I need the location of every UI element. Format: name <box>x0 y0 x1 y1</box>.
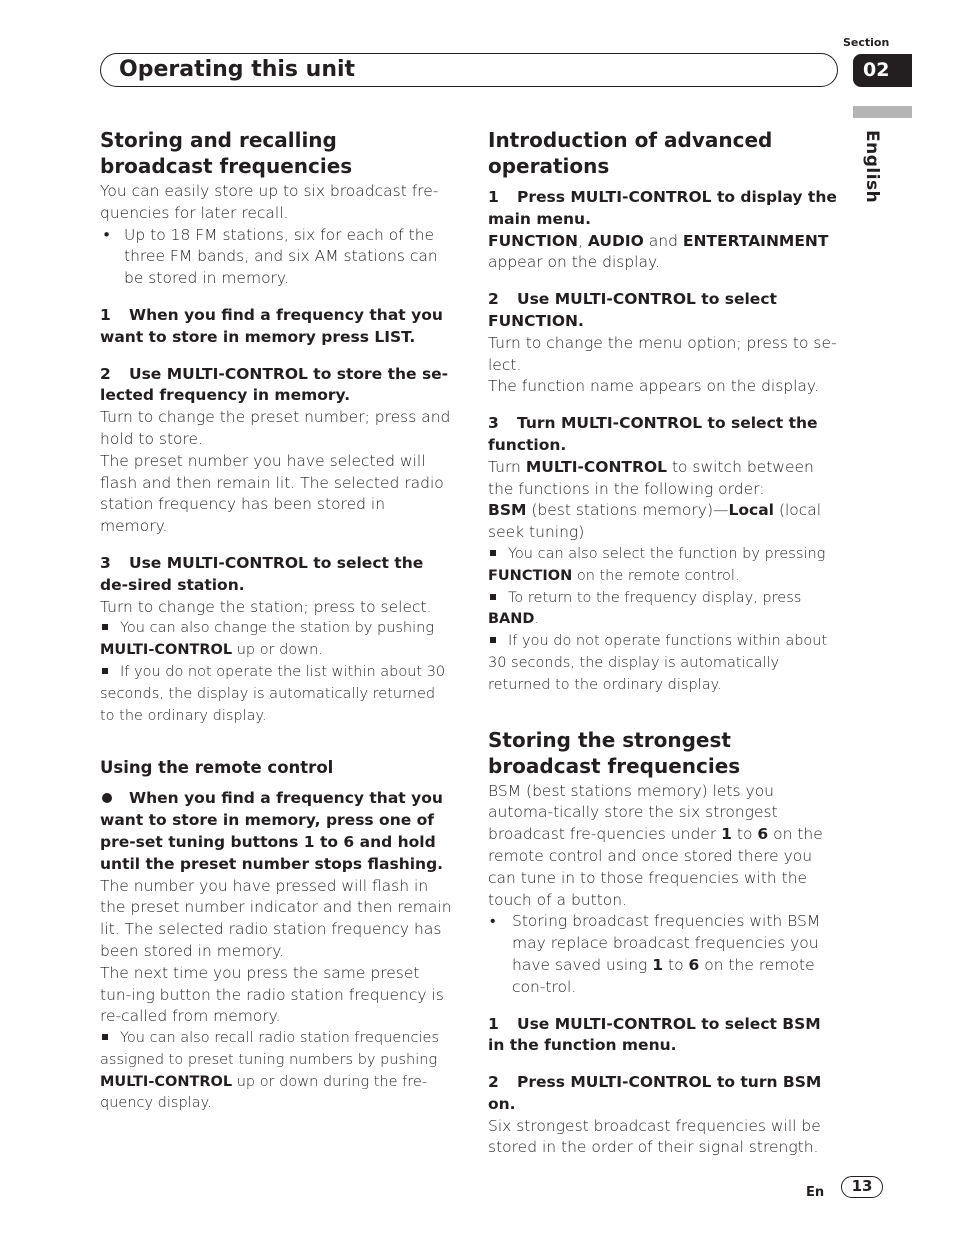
step-2: 2 Use MULTI-CONTROL to select FUNCTION. <box>488 290 777 330</box>
note-square-icon <box>102 1034 108 1040</box>
step-2-text-1: Turn to change the menu option; press to se-lect. <box>488 333 837 374</box>
heading-remote-control: Using the remote control <box>100 758 334 778</box>
note-2: If you do not operate the list within about 30 seconds, the display is automatically returned to the ordinary display. <box>100 663 446 724</box>
step-1-text: FUNCTION, AUDIO and ENTERTAINMENT appear on the display. <box>488 231 829 272</box>
step-1 <box>100 305 452 349</box>
bullet-dot-icon: • <box>490 912 496 931</box>
step-3-order: BSM (best stations memory)—Local (local seek tuning) <box>488 501 822 542</box>
header-bar <box>100 53 838 87</box>
page-number: 13 <box>841 1176 883 1198</box>
step-text: Use MULTI-CONTROL to select the de-sired station. <box>100 553 424 594</box>
section-gray-bar <box>853 106 912 118</box>
section-label: Section <box>843 36 890 49</box>
footer-language: En <box>806 1185 825 1200</box>
note-square-icon <box>490 550 496 556</box>
bullet-text: Up to 18 FM stations, six for each of the three FM bands, and six AM stations can be stored in memory. <box>124 225 438 288</box>
remote-step: When you find a frequency that you want to store in memory, press one of pre-set tuning buttons 1 to 6 and hold until the preset number stops flashing. <box>100 789 444 873</box>
left-column <box>100 127 452 1115</box>
bullet-item: • Storing broadcast frequencies with BSM may replace broadcast frequencies you have saved using 1 to 6 on the remote con-trol. <box>490 912 821 996</box>
bsm-step-2-text: Six strongest broadcast frequencies will be stored in the order of their signal strength. <box>488 1116 821 1157</box>
page-title: Operating this unit <box>119 57 356 82</box>
step-number: 2 <box>100 364 111 383</box>
right-column <box>488 127 838 1159</box>
bsm-step-2: 2 Press MULTI-CONTROL to turn BSM on. <box>488 1073 822 1113</box>
section-number-tab: 02 <box>853 54 912 87</box>
heading-strongest-broadcast: Storing the strongest broadcast frequencies <box>488 727 741 778</box>
step-number: 3 <box>100 553 111 572</box>
bsm-step-1: 1 Use MULTI-CONTROL to select BSM in the function menu. <box>488 1014 821 1055</box>
note-square-icon <box>102 624 108 630</box>
intro-text: You can easily store up to six broadcast fre-quencies for later recall. <box>100 182 439 222</box>
step-2 <box>100 364 452 408</box>
remote-text-1: The number you have pressed will flash in the preset number indicator and then remain lit. The selected radio station frequency has been stored in memory. <box>100 876 452 960</box>
bullet-dot-icon: • <box>102 225 112 244</box>
step-2-text-2: The function name appears on the display. <box>488 377 819 396</box>
remote-note: You can also recall radio station frequencies assigned to preset tuning numbers by pushing MULTI-CONTROL up or down during the fre-quency display. <box>100 1030 440 1112</box>
language-tab: English <box>862 130 882 204</box>
note-square-icon <box>102 668 108 674</box>
bullet-circle-icon <box>102 793 112 803</box>
step-text: When you find a frequency that you want to store in memory press LIST. <box>100 305 443 346</box>
step-3-text: Turn MULTI-CONTROL to switch between the functions in the following order: <box>488 457 814 498</box>
note-3: If you do not operate functions within about 30 seconds, the display is automatically returned to the ordinary display. <box>488 633 828 693</box>
step-3 <box>100 553 452 597</box>
heading-advanced-operations: Introduction of advanced operations <box>488 128 773 178</box>
step-3-text: Turn to change the station; press to select. <box>100 597 432 616</box>
step-1: 1 Press MULTI-CONTROL to display the main menu. <box>488 188 837 228</box>
step-text: Use MULTI-CONTROL to store the se-lected frequency in memory. <box>100 364 449 405</box>
note-2: To return to the frequency display, press BAND. <box>488 589 802 628</box>
note-square-icon <box>490 594 496 600</box>
note-square-icon <box>490 637 496 643</box>
heading-storing-recalling: Storing and recalling broadcast frequencies <box>100 128 353 178</box>
step-3: 3 Turn MULTI-CONTROL to select the function. <box>488 414 818 454</box>
bullet-item <box>100 225 452 290</box>
remote-text-2: The next time you press the same preset tun-ing button the radio station frequency is re-called from memory. <box>100 963 444 1026</box>
step-2-text-2: The preset number you have selected will flash and then remain lit. The selected radio station frequency has been stored in memory. <box>100 451 444 536</box>
note-1: You can also change the station by pushing MULTI-CONTROL up or down. <box>100 620 435 659</box>
bsm-text: BSM (best stations memory) lets you automa-tically store the six strongest broadcast fre-quencies under 1 to 6 on the remote control and once stored there you can tune in to those frequencies with the touch of a button. <box>488 781 823 909</box>
note-1: You can also select the function by pressing FUNCTION on the remote control. <box>488 545 826 584</box>
step-2-text-1: Turn to change the preset number; press and hold to store. <box>100 408 451 448</box>
step-number: 1 <box>100 305 111 324</box>
